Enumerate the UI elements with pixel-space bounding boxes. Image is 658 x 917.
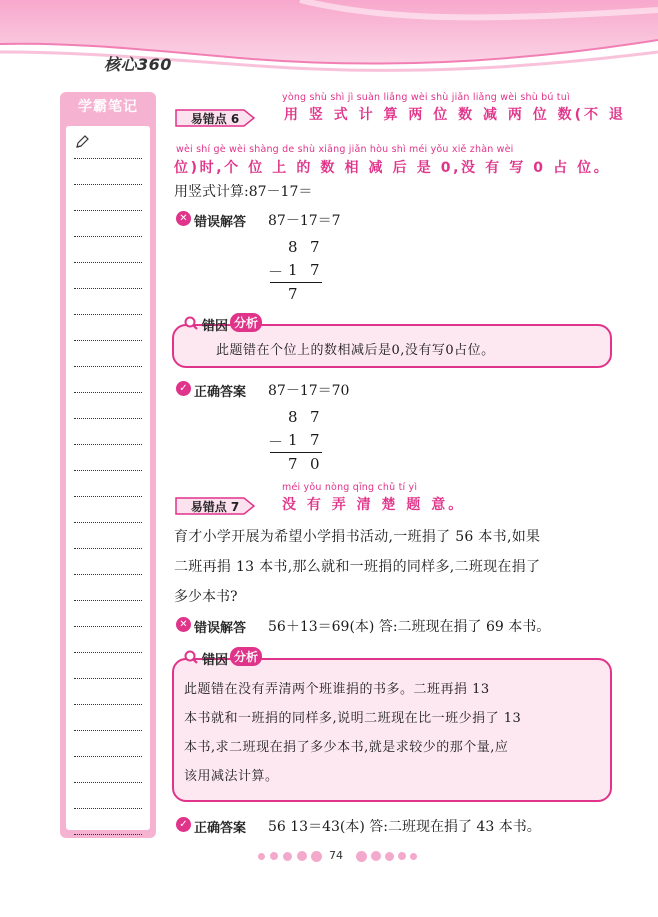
calc-digit: 7 bbox=[310, 431, 320, 449]
error-point-6-tag bbox=[172, 106, 258, 130]
calc-digit: 7 bbox=[310, 408, 320, 426]
note-line bbox=[74, 444, 142, 445]
notes-paper bbox=[66, 126, 150, 830]
page-number: 74 bbox=[329, 849, 343, 862]
calc-digit: 7 bbox=[310, 261, 320, 279]
calc-digit: 1 bbox=[288, 431, 298, 449]
note-line bbox=[74, 652, 142, 653]
correct-answer-text: 56 13＝43(本) 答:二班现在捐了 43 本书。 bbox=[268, 819, 541, 835]
note-line bbox=[74, 626, 142, 627]
note-line bbox=[74, 574, 142, 575]
note-line bbox=[74, 756, 142, 757]
correct-mark-icon: ✓ bbox=[176, 381, 191, 396]
point6-title-line2: 位)时,个 位 上 的 数 相 减 后 是 0,没 有 写 0 占 位。 bbox=[174, 160, 611, 176]
point6-pinyin-line2: wèi shí gè wèi shàng de shù xiāng jiǎn hòu shì méi yǒu xiě zhàn wèi bbox=[176, 144, 514, 155]
cause-tag-text: 错因 bbox=[202, 653, 229, 668]
note-line bbox=[74, 730, 142, 731]
cause-tag-highlight: 分析 bbox=[230, 313, 262, 332]
magnifier-icon bbox=[184, 316, 198, 330]
note-line bbox=[74, 184, 142, 185]
note-line bbox=[74, 548, 142, 549]
correct-answer-label: 正确答案 bbox=[194, 821, 247, 836]
page-header bbox=[0, 0, 658, 78]
calc-result: 0 bbox=[310, 455, 320, 473]
point6-title-line1: 用 竖 式 计 算 两 位 数 减 两 位 数(不 退 bbox=[284, 107, 626, 123]
footer-dot bbox=[283, 852, 292, 861]
note-line bbox=[74, 210, 142, 211]
error-cause-text-6: 此题错在个位上的数相减后是0,没有写0占位。 bbox=[216, 343, 495, 358]
note-line bbox=[74, 262, 142, 263]
error-cause-line-4: 该用减法计算。 bbox=[184, 769, 279, 784]
magnifier-icon bbox=[184, 650, 198, 664]
pencil-icon bbox=[74, 134, 90, 150]
note-line bbox=[74, 366, 142, 367]
problem-line-3: 多少本书? bbox=[174, 589, 238, 605]
correct-answer-expression: 87－17＝70 bbox=[268, 383, 350, 399]
study-notes-sidebar bbox=[60, 92, 156, 838]
calc-digit: 8 bbox=[288, 238, 298, 256]
calc-result: 7 bbox=[288, 455, 298, 473]
footer-dot bbox=[371, 851, 381, 861]
point7-pinyin: méi yǒu nòng qīng chǔ tí yì bbox=[282, 482, 418, 493]
calc-digit: 1 bbox=[288, 261, 298, 279]
error-cause-line-1: 此题错在没有弄清两个班谁捐的书多。二班再捐 13 bbox=[184, 682, 490, 697]
calc-result: 7 bbox=[288, 285, 298, 303]
calc-rule bbox=[270, 282, 322, 283]
calc-minus-sign: － bbox=[268, 433, 284, 451]
wrong-answer-label: 错误解答 bbox=[194, 621, 247, 636]
note-line bbox=[74, 678, 142, 679]
wrong-mark-icon: ✕ bbox=[176, 211, 191, 226]
wrong-answer-label: 错误解答 bbox=[194, 215, 247, 230]
note-line bbox=[74, 392, 142, 393]
problem-line-2: 二班再捐 13 本书,那么就和一班捐的同样多,二班现在捐了 bbox=[174, 559, 541, 575]
wrong-mark-icon: ✕ bbox=[176, 617, 191, 632]
point7-title: 没 有 弄 清 楚 题 意。 bbox=[282, 497, 466, 513]
footer-dot bbox=[398, 852, 406, 860]
note-line bbox=[74, 496, 142, 497]
error-cause-line-3: 本书,求二班现在捐了多少本书,就是求较少的那个量,应 bbox=[184, 740, 509, 755]
note-line bbox=[74, 158, 142, 159]
correct-mark-icon: ✓ bbox=[176, 817, 191, 832]
footer-dot bbox=[356, 851, 367, 862]
footer-dot bbox=[410, 853, 417, 860]
correct-answer-label: 正确答案 bbox=[194, 385, 247, 400]
sidebar-title: 学霸笔记 bbox=[78, 99, 138, 115]
calc-rule bbox=[270, 452, 322, 453]
point6-pinyin-line1: yòng shù shì jì suàn liǎng wèi shù jiǎn liǎng wèi shù bú tuì bbox=[282, 92, 570, 103]
note-line bbox=[74, 522, 142, 523]
brand-logo: 核心360 bbox=[104, 55, 172, 74]
wrong-answer-expression: 87－17＝7 bbox=[268, 213, 341, 229]
calc-minus-sign: － bbox=[268, 263, 284, 281]
point6-question: 用竖式计算:87－17＝ bbox=[174, 184, 313, 200]
note-line bbox=[74, 704, 142, 705]
problem-line-1: 育才小学开展为希望小学捐书活动,一班捐了 56 本书,如果 bbox=[174, 529, 541, 545]
note-line bbox=[74, 470, 142, 471]
error-point-7-label: 易错点 7 bbox=[190, 500, 240, 514]
calc-digit: 7 bbox=[310, 238, 320, 256]
note-line bbox=[74, 314, 142, 315]
footer-dot bbox=[297, 851, 307, 861]
note-line bbox=[74, 418, 142, 419]
note-line bbox=[74, 340, 142, 341]
cause-tag-text: 错因 bbox=[202, 319, 229, 334]
error-point-7-tag bbox=[172, 494, 258, 518]
note-line bbox=[74, 288, 142, 289]
note-line bbox=[74, 782, 142, 783]
header-wave-decoration bbox=[0, 0, 658, 78]
note-line bbox=[74, 236, 142, 237]
wrong-answer-text: 56＋13＝69(本) 答:二班现在捐了 69 本书。 bbox=[268, 619, 551, 635]
footer-dot bbox=[270, 852, 278, 860]
footer-dot bbox=[258, 853, 265, 860]
footer-dot bbox=[385, 852, 394, 861]
note-line bbox=[74, 834, 142, 835]
note-line bbox=[74, 808, 142, 809]
cause-tag-highlight: 分析 bbox=[230, 647, 262, 666]
calc-digit: 8 bbox=[288, 408, 298, 426]
note-line bbox=[74, 600, 142, 601]
error-point-6-label: 易错点 6 bbox=[190, 112, 240, 126]
error-cause-line-2: 本书就和一班捐的同样多,说明二班现在比一班少捐了 13 bbox=[184, 711, 522, 726]
